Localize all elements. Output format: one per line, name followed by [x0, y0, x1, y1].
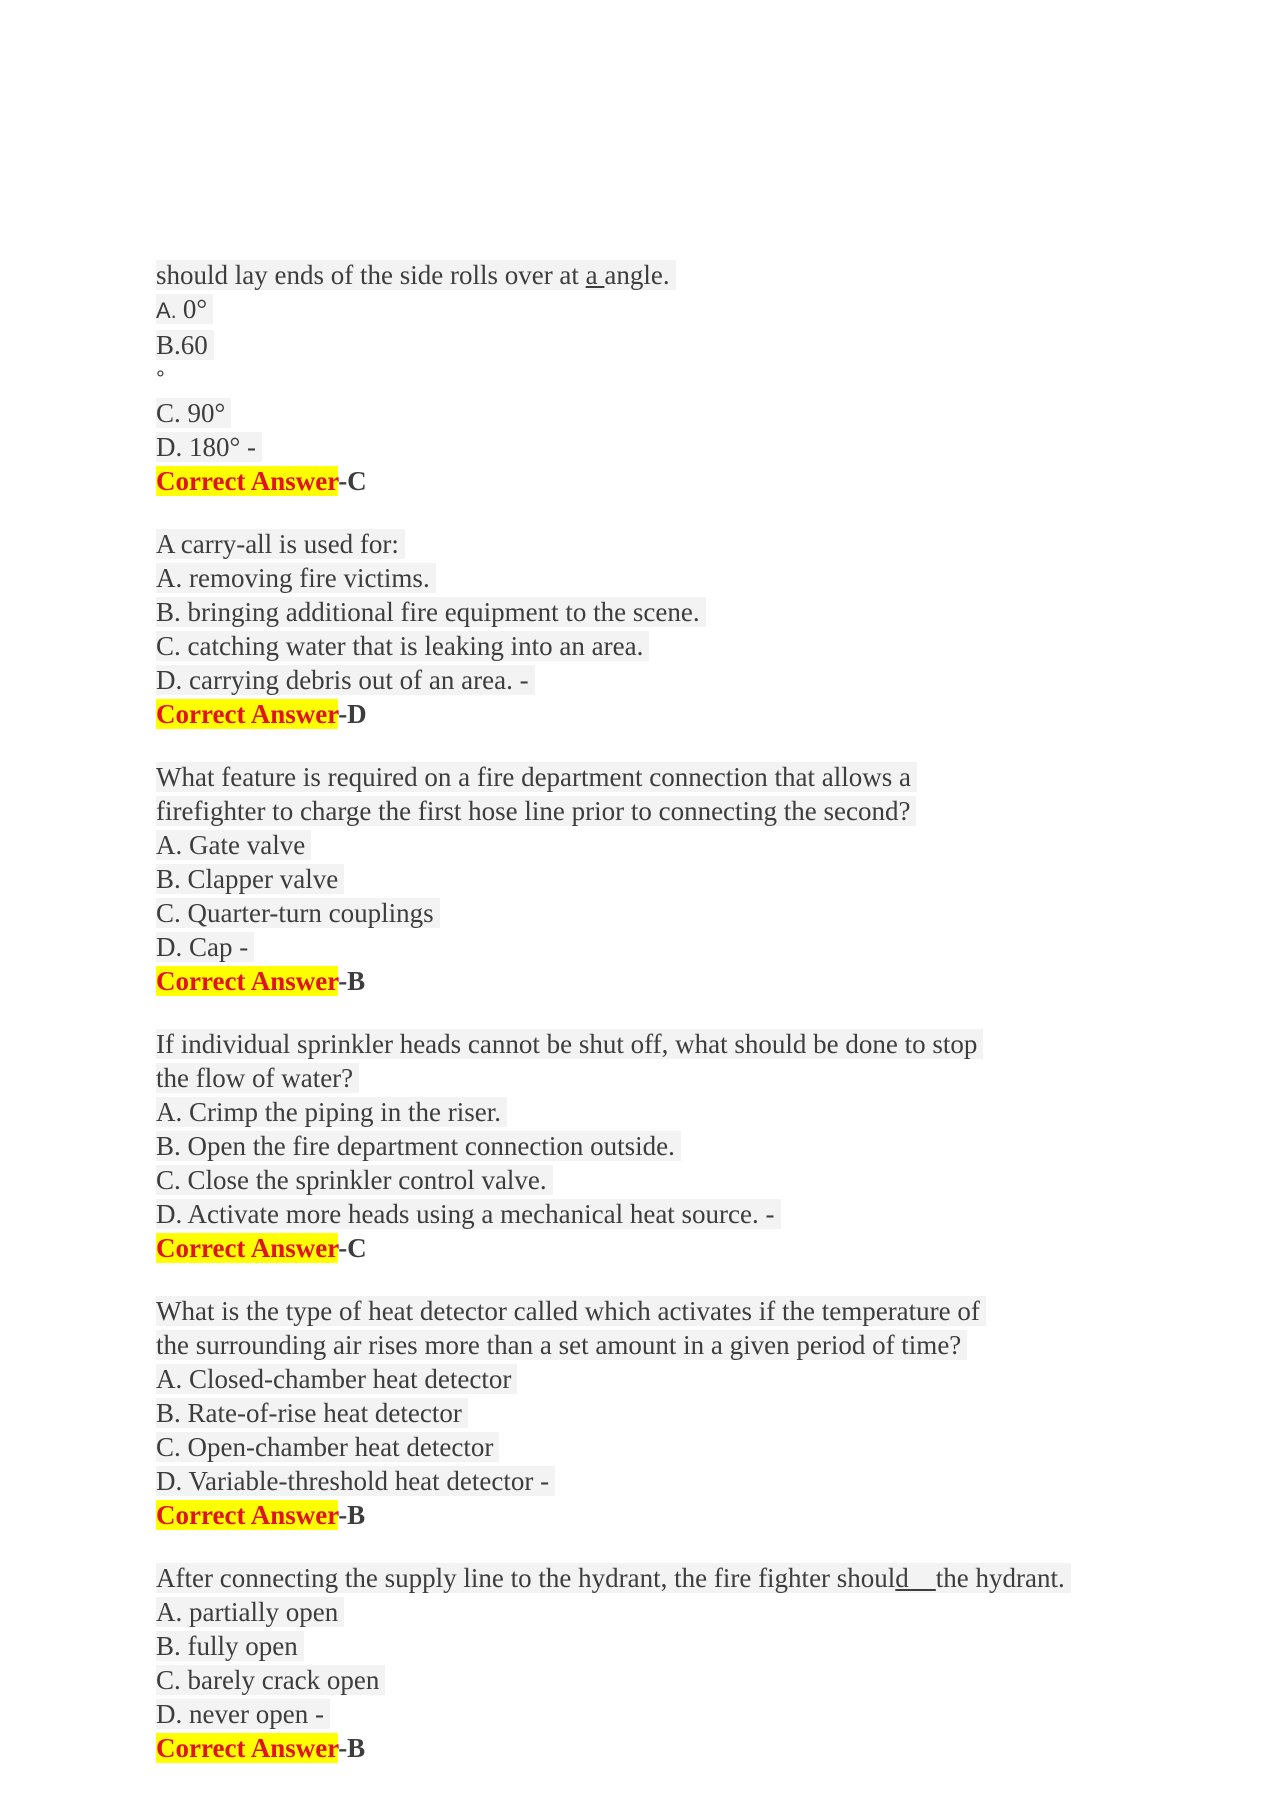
- question-6-answer: [156, 1731, 1256, 1765]
- document-page: [156, 258, 1256, 1794]
- question-5-stem-line-2: the surrounding air rises more than a set amount in a given period of time?: [156, 1328, 1256, 1362]
- question-5-option-b: B. Rate-of-rise heat detector: [156, 1396, 1256, 1430]
- question-3-stem-line-1: What feature is required on a fire department connection that allows a: [156, 760, 1256, 794]
- question-6: [156, 1561, 1256, 1765]
- question-4-option-b: B. Open the fire department connection outside.: [156, 1129, 1256, 1163]
- question-2-stem: A carry-all is used for:: [156, 527, 1256, 561]
- question-1-option-c: C. 90°: [156, 396, 1256, 430]
- question-6-option-c: C. barely crack open: [156, 1663, 1256, 1697]
- correct-answer-label: Correct Answer: [156, 699, 339, 729]
- correct-answer-label: Correct Answer: [156, 1733, 339, 1763]
- question-3: [156, 760, 1256, 998]
- question-5-stem-line-1: What is the type of heat detector called which activates if the temperature of: [156, 1294, 1256, 1328]
- correct-answer-letter: -B: [338, 1733, 366, 1763]
- question-3-option-c: C. Quarter-turn couplings: [156, 896, 1256, 930]
- question-4-option-c: C. Close the sprinkler control valve.: [156, 1163, 1256, 1197]
- correct-answer-label: Correct Answer: [156, 966, 339, 996]
- question-5-option-d: D. Variable-threshold heat detector -: [156, 1464, 1256, 1498]
- question-3-answer: [156, 964, 1256, 998]
- question-5: [156, 1294, 1256, 1532]
- question-1-stem: should lay ends of the side rolls over at a angle.: [156, 258, 1256, 292]
- question-1: [156, 258, 1256, 498]
- correct-answer-letter: -C: [338, 1233, 367, 1263]
- question-3-option-d: D. Cap -: [156, 930, 1256, 964]
- question-3-option-a: A. Gate valve: [156, 828, 1256, 862]
- question-1-option-b-degree: °: [156, 366, 165, 391]
- question-4: [156, 1027, 1256, 1265]
- question-2-option-a: A. removing fire victims.: [156, 561, 1256, 595]
- question-4-option-a: A. Crimp the piping in the riser.: [156, 1095, 1256, 1129]
- correct-answer-letter: -B: [338, 1500, 366, 1530]
- question-1-option-b: B.60: [156, 328, 1256, 362]
- correct-answer-letter: -C: [338, 466, 367, 496]
- question-6-option-b: B. fully open: [156, 1629, 1256, 1663]
- question-4-answer: [156, 1231, 1256, 1265]
- question-6-option-d: D. never open -: [156, 1697, 1256, 1731]
- correct-answer-letter: -B: [338, 966, 366, 996]
- correct-answer-label: Correct Answer: [156, 1500, 339, 1530]
- question-1-answer: [156, 464, 1256, 498]
- question-4-stem-line-2: the flow of water?: [156, 1061, 1256, 1095]
- question-4-option-d: D. Activate more heads using a mechanical heat source. -: [156, 1197, 1256, 1231]
- question-3-stem-line-2: firefighter to charge the first hose line prior to connecting the second?: [156, 794, 1256, 828]
- question-6-option-a: A. partially open: [156, 1595, 1256, 1629]
- question-6-stem: After connecting the supply line to the hydrant, the fire fighter should the hydrant.: [156, 1561, 1256, 1595]
- question-2-option-b: B. bringing additional fire equipment to the scene.: [156, 595, 1256, 629]
- question-2-option-c: C. catching water that is leaking into an area.: [156, 629, 1256, 663]
- question-3-option-b: B. Clapper valve: [156, 862, 1256, 896]
- correct-answer-label: Correct Answer: [156, 466, 339, 496]
- question-2-answer: [156, 697, 1256, 731]
- question-5-option-a: A. Closed-chamber heat detector: [156, 1362, 1256, 1396]
- question-4-stem-line-1: If individual sprinkler heads cannot be shut off, what should be done to stop: [156, 1027, 1256, 1061]
- question-1-option-d: D. 180° -: [156, 430, 1256, 464]
- correct-answer-letter: -D: [338, 699, 367, 729]
- question-5-option-c: C. Open-chamber heat detector: [156, 1430, 1256, 1464]
- question-5-answer: [156, 1498, 1256, 1532]
- question-1-option-a: A. 0°: [156, 292, 1256, 328]
- correct-answer-label: Correct Answer: [156, 1233, 339, 1263]
- question-2: [156, 527, 1256, 731]
- question-2-option-d: D. carrying debris out of an area. -: [156, 663, 1256, 697]
